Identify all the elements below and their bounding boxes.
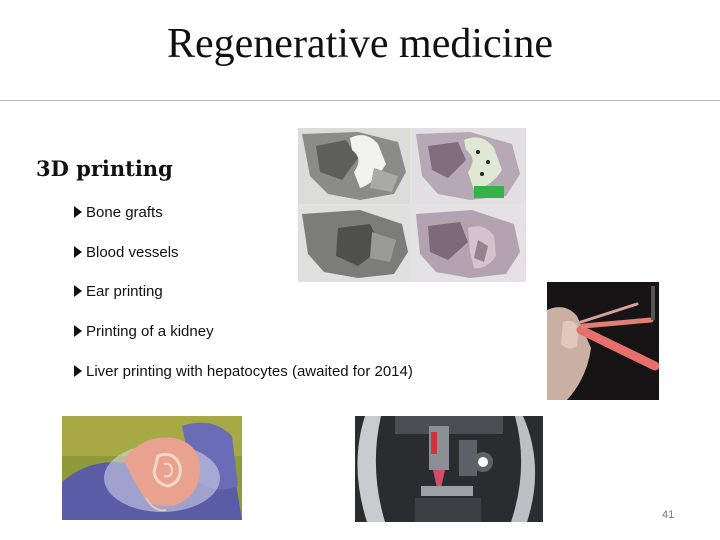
- page-number: 41: [662, 509, 675, 521]
- bullet-text: Liver printing with hepatocytes (awaited for 2014): [86, 362, 413, 380]
- bullet-text: Blood vessels: [86, 243, 179, 261]
- arrow-bullet-icon: [74, 206, 82, 218]
- section-heading: 3D printing: [36, 156, 173, 181]
- slide-title: Regenerative medicine: [167, 21, 553, 67]
- bullet-text: Printing of a kidney: [86, 323, 214, 341]
- bullet-text: Bone grafts: [86, 204, 163, 221]
- bullet-item: [74, 282, 413, 322]
- bone-graft-photo: [298, 128, 526, 282]
- ear-printing-photo: [62, 416, 242, 520]
- arrow-bullet-icon: [74, 246, 82, 258]
- arrow-bullet-icon: [74, 365, 82, 377]
- title-divider: [0, 100, 720, 101]
- arrow-bullet-icon: [74, 325, 82, 337]
- arrow-bullet-icon: [74, 285, 82, 297]
- bullet-item: [74, 362, 413, 402]
- bioprinter-photo: [355, 416, 543, 522]
- bullet-text: Ear printing: [86, 283, 163, 301]
- bullet-item: [74, 322, 413, 362]
- blood-vessel-photo: [547, 282, 659, 400]
